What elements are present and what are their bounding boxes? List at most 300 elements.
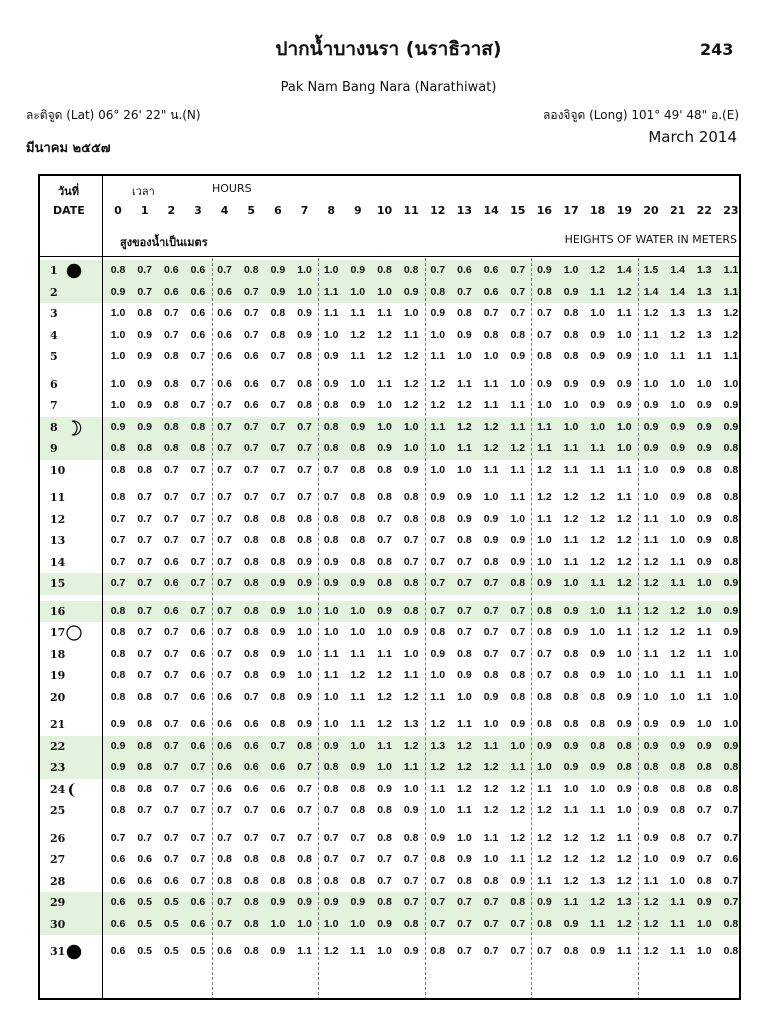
height-cell: 0.7 <box>243 831 259 844</box>
height-cell: 0.9 <box>590 350 605 362</box>
height-cell: 0.8 <box>163 399 179 411</box>
height-cell: 0.7 <box>163 626 179 638</box>
height-cell: 1.1 <box>590 463 605 476</box>
table-row <box>40 303 739 325</box>
height-cell: 1.1 <box>403 669 419 681</box>
height-cell: 0.9 <box>696 399 712 411</box>
height-cell: 1.0 <box>377 761 392 773</box>
height-cell: 0.8 <box>297 399 312 411</box>
height-cell: 0.8 <box>377 555 392 568</box>
height-cell: 0.6 <box>163 264 179 276</box>
height-cell: 0.8 <box>270 690 286 703</box>
height-cell: 0.9 <box>323 377 339 390</box>
height-cell: 1.2 <box>350 669 366 681</box>
height-cell: 0.6 <box>483 264 499 276</box>
height-cell: 1.0 <box>377 285 392 298</box>
day-number: 15 <box>50 577 66 590</box>
day-number: 5 <box>50 350 58 363</box>
day-number: 18 <box>50 647 66 661</box>
height-cell: 0.9 <box>510 534 526 546</box>
hour-label: 7 <box>300 204 309 217</box>
height-cell: 0.7 <box>270 420 286 433</box>
height-cell: 1.1 <box>643 512 659 525</box>
height-cell: 1.1 <box>537 420 552 433</box>
height-cell: 0.7 <box>270 831 286 844</box>
height-cell: 1.3 <box>696 285 712 298</box>
height-cell: 0.7 <box>457 945 472 957</box>
height-cell: 1.1 <box>617 604 632 617</box>
height-cell: 1.4 <box>643 285 659 298</box>
height-cell: 1.1 <box>403 761 419 773</box>
day-number: 2 <box>50 285 58 299</box>
height-cell: 0.8 <box>163 350 179 362</box>
day-number: 31 <box>50 945 66 958</box>
height-cell: 1.3 <box>696 264 712 276</box>
height-cell: 0.8 <box>323 399 339 411</box>
height-cell: 0.8 <box>483 328 499 341</box>
height-cell: 1.1 <box>670 917 685 930</box>
table-row <box>40 892 739 914</box>
height-cell: 1.1 <box>590 285 605 298</box>
height-cell: 0.7 <box>430 874 446 887</box>
height-cell: 0.8 <box>110 669 126 681</box>
heights-label-thai: สูงของน้ำเป็นเมตร <box>120 236 208 249</box>
height-cell: 0.7 <box>403 874 419 887</box>
height-cell: 1.0 <box>670 399 685 411</box>
height-cell: 0.8 <box>403 491 419 503</box>
height-cell: 0.7 <box>270 739 286 752</box>
height-cell: 0.9 <box>270 264 286 276</box>
height-cell: 1.0 <box>483 853 499 865</box>
height-cell: 0.8 <box>723 512 739 525</box>
height-cell: 1.0 <box>696 718 712 730</box>
height-cell: 0.9 <box>270 604 286 617</box>
height-cell: 0.9 <box>617 399 632 411</box>
height-cell: 0.7 <box>510 285 526 298</box>
height-cell: 0.6 <box>483 285 499 298</box>
height-cell: 1.0 <box>563 264 579 276</box>
height-cell: 0.7 <box>217 264 232 276</box>
table-row <box>40 757 739 779</box>
first-quarter-icon <box>66 420 82 436</box>
hour-label: 23 <box>723 204 739 217</box>
height-cell: 0.7 <box>510 626 526 638</box>
day-number: 11 <box>50 491 66 504</box>
height-cell: 1.2 <box>483 420 499 433</box>
height-cell: 1.0 <box>670 512 685 525</box>
height-cell: 0.8 <box>457 534 472 546</box>
height-cell: 0.7 <box>110 577 126 589</box>
height-cell: 0.6 <box>163 285 179 298</box>
height-cell: 1.0 <box>457 831 472 844</box>
height-cell: 0.8 <box>190 420 206 433</box>
height-cell: 0.6 <box>270 761 286 773</box>
height-cell: 0.9 <box>643 420 659 433</box>
height-cell: 0.8 <box>510 577 526 589</box>
height-cell: 1.1 <box>457 377 472 390</box>
height-cell: 0.6 <box>110 853 126 865</box>
date-column-divider <box>102 176 103 1000</box>
height-cell: 1.0 <box>643 463 659 476</box>
table-row <box>40 800 739 822</box>
day-number: 29 <box>50 896 66 909</box>
height-cell: 1.0 <box>323 917 339 930</box>
height-cell: 0.7 <box>163 853 179 865</box>
height-cell: 0.8 <box>243 577 259 589</box>
height-cell: 0.6 <box>110 896 126 908</box>
height-cell: 0.6 <box>190 669 206 681</box>
height-cell: 0.7 <box>483 945 499 957</box>
height-cell: 0.8 <box>297 739 312 752</box>
day-number: 23 <box>50 761 66 774</box>
height-cell: 1.1 <box>510 761 526 773</box>
height-cell: 0.9 <box>483 534 499 546</box>
height-cell: 1.1 <box>483 399 499 411</box>
height-cell: 0.9 <box>696 739 712 752</box>
height-cell: 0.8 <box>537 917 552 930</box>
height-cell: 1.4 <box>617 264 632 276</box>
height-cell: 0.7 <box>163 739 179 752</box>
height-cell: 0.7 <box>163 669 179 681</box>
height-cell: 0.8 <box>323 782 339 795</box>
height-cell: 1.0 <box>297 647 312 660</box>
height-cell: 0.8 <box>457 307 472 319</box>
height-cell: 0.7 <box>377 874 392 887</box>
height-cell: 1.2 <box>643 917 659 930</box>
height-cell: 0.7 <box>696 804 712 816</box>
height-cell: 1.1 <box>723 264 739 276</box>
height-cell: 0.9 <box>537 896 552 908</box>
height-cell: 1.0 <box>350 604 366 617</box>
day-number: 14 <box>50 555 66 569</box>
height-cell: 1.0 <box>723 647 739 660</box>
height-cell: 0.6 <box>217 328 232 341</box>
height-cell: 0.8 <box>110 442 126 454</box>
height-cell: 0.9 <box>670 442 685 454</box>
height-cell: 1.2 <box>323 945 339 957</box>
height-cell: 0.8 <box>723 442 739 454</box>
height-cell: 0.9 <box>590 377 605 390</box>
hour-label: 6 <box>274 204 282 217</box>
height-cell: 1.0 <box>617 804 632 816</box>
height-cell: 0.7 <box>723 831 739 844</box>
height-cell: 1.0 <box>297 669 312 681</box>
height-cell: 1.0 <box>670 377 685 390</box>
height-cell: 0.9 <box>110 285 126 298</box>
height-cell: 0.7 <box>243 804 259 816</box>
height-cell: 1.0 <box>430 442 446 454</box>
height-cell: 0.9 <box>670 718 685 730</box>
height-cell: 0.5 <box>137 896 152 908</box>
height-cell: 1.0 <box>643 669 659 681</box>
height-cell: 0.8 <box>723 945 739 957</box>
height-cell: 0.9 <box>350 761 366 773</box>
hour-label: 14 <box>483 204 499 217</box>
height-cell: 1.0 <box>110 350 126 362</box>
day-number: 21 <box>50 718 66 731</box>
height-cell: 1.2 <box>377 669 392 681</box>
height-cell: 0.8 <box>377 831 392 844</box>
height-cell: 0.8 <box>323 761 339 773</box>
height-cell: 0.8 <box>403 577 419 589</box>
height-cell: 0.7 <box>243 420 259 433</box>
day-number: 25 <box>50 804 66 817</box>
height-cell: 0.9 <box>403 945 419 957</box>
latitude-label: ละติจูด (Lat) 06° 26' 22" น.(N) <box>26 108 201 122</box>
height-cell: 0.7 <box>457 626 472 638</box>
height-cell: 1.1 <box>617 626 632 638</box>
height-cell: 1.0 <box>696 917 712 930</box>
height-cell: 0.9 <box>350 420 366 433</box>
height-cell: 0.7 <box>190 804 206 816</box>
height-cell: 0.6 <box>190 647 206 660</box>
height-cell: 0.7 <box>297 831 312 844</box>
height-cell: 0.8 <box>510 690 526 703</box>
height-cell: 1.2 <box>377 328 392 341</box>
height-cell: 0.7 <box>457 285 472 298</box>
page-number: 243 <box>700 40 734 59</box>
height-cell: 0.6 <box>110 945 126 957</box>
height-cell: 0.8 <box>537 626 552 638</box>
height-cell: 0.7 <box>350 853 366 865</box>
height-cell: 1.1 <box>483 739 499 752</box>
height-cell: 0.7 <box>217 896 232 908</box>
height-cell: 0.7 <box>137 534 152 546</box>
height-cell: 1.0 <box>350 377 366 390</box>
height-cell: 1.5 <box>643 264 659 276</box>
hour-label: 9 <box>354 204 362 217</box>
height-cell: 0.7 <box>217 463 232 476</box>
height-cell: 1.2 <box>537 463 552 476</box>
height-cell: 1.0 <box>670 690 685 703</box>
table-row <box>40 687 739 709</box>
height-cell: 0.7 <box>377 853 392 865</box>
height-cell: 0.8 <box>350 491 366 503</box>
height-cell: 1.0 <box>110 377 126 390</box>
height-cell: 0.9 <box>137 377 152 390</box>
height-cell: 0.7 <box>430 896 446 908</box>
height-cell: 1.0 <box>723 669 739 681</box>
height-cell: 1.0 <box>430 463 446 476</box>
height-cell: 1.1 <box>457 718 472 730</box>
height-cell: 0.6 <box>190 328 206 341</box>
height-cell: 0.7 <box>483 604 499 617</box>
height-cell: 0.7 <box>243 491 259 503</box>
height-cell: 1.1 <box>617 831 632 844</box>
height-cell: 0.7 <box>243 442 259 454</box>
height-cell: 0.8 <box>457 647 472 660</box>
height-cell: 0.9 <box>483 512 499 525</box>
height-cell: 0.8 <box>110 491 126 503</box>
height-cell: 0.9 <box>297 690 312 703</box>
height-cell: 1.1 <box>510 853 526 865</box>
table-row <box>40 509 739 531</box>
height-cell: 0.7 <box>270 463 286 476</box>
height-cell: 1.2 <box>590 264 605 276</box>
height-cell: 1.2 <box>403 377 419 390</box>
height-cell: 1.0 <box>403 420 419 433</box>
height-cell: 1.0 <box>590 626 605 638</box>
height-cell: 1.1 <box>723 285 739 298</box>
height-cell: 1.2 <box>537 853 552 865</box>
day-number: 27 <box>50 853 66 866</box>
height-cell: 1.1 <box>617 491 632 503</box>
table-row <box>40 941 739 963</box>
height-cell: 1.2 <box>670 328 685 341</box>
height-cell: 1.0 <box>350 285 366 298</box>
height-cell: 0.7 <box>270 399 286 411</box>
height-cell: 1.0 <box>323 626 339 638</box>
tide-rows <box>40 258 739 1000</box>
height-cell: 1.0 <box>297 626 312 638</box>
height-cell: 1.1 <box>670 945 685 957</box>
height-cell: 0.8 <box>403 604 419 617</box>
height-cell: 0.8 <box>563 328 579 341</box>
height-cell: 1.2 <box>483 804 499 816</box>
day-number: 28 <box>50 874 66 888</box>
height-cell: 0.8 <box>457 874 472 887</box>
height-cell: 0.9 <box>537 377 552 390</box>
height-cell: 0.7 <box>483 577 499 589</box>
hour-label: 18 <box>590 204 606 217</box>
height-cell: 0.8 <box>137 463 152 476</box>
hour-label: 4 <box>220 204 229 217</box>
new-moon-icon <box>66 944 82 960</box>
last-quarter-icon <box>66 782 82 798</box>
height-cell: 0.8 <box>723 534 739 546</box>
height-cell: 0.8 <box>563 647 579 660</box>
height-cell: 1.0 <box>696 577 712 589</box>
height-cell: 0.8 <box>323 874 339 887</box>
table-row <box>40 871 739 893</box>
day-number: 8 <box>50 420 58 434</box>
height-cell: 1.3 <box>696 328 712 341</box>
height-cell: 0.9 <box>617 350 632 362</box>
height-cell: 1.0 <box>377 420 392 433</box>
day-number: 17 <box>50 626 66 639</box>
height-cell: 1.1 <box>563 463 579 476</box>
height-cell: 1.0 <box>110 328 126 341</box>
heights-label: HEIGHTS OF WATER IN METERS <box>564 233 737 246</box>
height-cell: 0.6 <box>190 718 206 730</box>
height-cell: 1.2 <box>510 442 526 454</box>
height-cell: 0.9 <box>510 718 526 730</box>
height-cell: 1.0 <box>483 350 499 362</box>
height-cell: 1.1 <box>510 491 526 503</box>
height-cell: 0.8 <box>377 463 392 476</box>
height-cell: 1.0 <box>670 534 685 546</box>
height-cell: 1.2 <box>403 690 419 703</box>
height-cell: 0.6 <box>243 782 259 795</box>
height-cell: 0.7 <box>297 420 312 433</box>
height-cell: 1.0 <box>350 739 366 752</box>
height-cell: 1.4 <box>670 285 685 298</box>
height-cell: 0.7 <box>323 804 339 816</box>
height-cell: 1.2 <box>403 399 419 411</box>
hour-label: 0 <box>114 204 122 217</box>
height-cell: 1.0 <box>563 782 579 795</box>
height-cell: 1.3 <box>590 874 605 887</box>
height-cell: 0.9 <box>643 804 659 816</box>
day-number: 16 <box>50 604 66 618</box>
height-cell: 0.8 <box>270 328 286 341</box>
height-cell: 1.1 <box>350 945 366 957</box>
height-cell: 0.7 <box>137 626 152 638</box>
height-cell: 0.7 <box>217 491 232 503</box>
month-label-english: March 2014 <box>648 128 737 146</box>
height-cell: 0.9 <box>617 377 632 390</box>
height-cell: 0.9 <box>643 442 659 454</box>
height-cell: 0.7 <box>190 853 206 865</box>
height-cell: 1.1 <box>297 945 312 957</box>
height-cell: 1.0 <box>297 917 312 930</box>
height-cell: 0.7 <box>190 761 206 773</box>
height-cell: 0.5 <box>190 945 206 957</box>
table-row <box>40 552 739 574</box>
day-number: 20 <box>50 690 66 704</box>
height-cell: 0.6 <box>217 945 232 957</box>
height-cell: 1.1 <box>483 463 499 476</box>
column-group-separator <box>425 258 426 1000</box>
height-cell: 0.7 <box>270 491 286 503</box>
height-cell: 0.8 <box>350 874 366 887</box>
height-cell: 0.7 <box>190 491 206 503</box>
height-cell: 0.8 <box>243 917 259 930</box>
height-cell: 1.1 <box>590 917 605 930</box>
height-cell: 0.9 <box>377 782 392 795</box>
height-cell: 1.0 <box>377 399 392 411</box>
height-cell: 0.7 <box>243 307 259 319</box>
height-cell: 0.7 <box>457 604 472 617</box>
height-cell: 1.2 <box>430 377 446 390</box>
height-cell: 0.9 <box>563 739 579 752</box>
height-cell: 1.1 <box>537 442 552 454</box>
day-number: 19 <box>50 669 66 682</box>
height-cell: 1.1 <box>643 874 659 887</box>
height-cell: 0.9 <box>403 463 419 476</box>
height-cell: 0.7 <box>190 782 206 795</box>
height-cell: 0.7 <box>190 555 206 568</box>
height-cell: 1.2 <box>617 512 632 525</box>
height-cell: 0.6 <box>243 377 259 390</box>
height-cell: 1.0 <box>696 604 712 617</box>
height-cell: 1.2 <box>403 739 419 752</box>
height-cell: 1.2 <box>537 804 552 816</box>
height-cell: 0.5 <box>137 945 152 957</box>
height-cell: 1.0 <box>696 377 712 390</box>
height-cell: 0.9 <box>617 782 632 795</box>
height-cell: 0.7 <box>510 604 526 617</box>
height-cell: 0.8 <box>163 420 179 433</box>
height-cell: 0.9 <box>617 690 632 703</box>
height-cell: 1.2 <box>457 761 472 773</box>
day-number: 3 <box>50 307 58 320</box>
height-cell: 0.7 <box>297 463 312 476</box>
height-cell: 0.8 <box>643 782 659 795</box>
height-cell: 0.8 <box>110 782 126 795</box>
height-cell: 0.7 <box>297 782 312 795</box>
height-cell: 0.8 <box>723 463 739 476</box>
table-row <box>40 779 739 801</box>
height-cell: 1.2 <box>590 555 605 568</box>
hour-label: 8 <box>327 204 336 217</box>
height-cell: 0.7 <box>270 442 286 454</box>
height-cell: 0.7 <box>510 917 526 930</box>
height-cell: 0.8 <box>590 739 605 752</box>
height-cell: 0.8 <box>323 534 339 546</box>
height-cell: 0.9 <box>110 761 126 773</box>
height-cell: 1.0 <box>323 328 339 341</box>
